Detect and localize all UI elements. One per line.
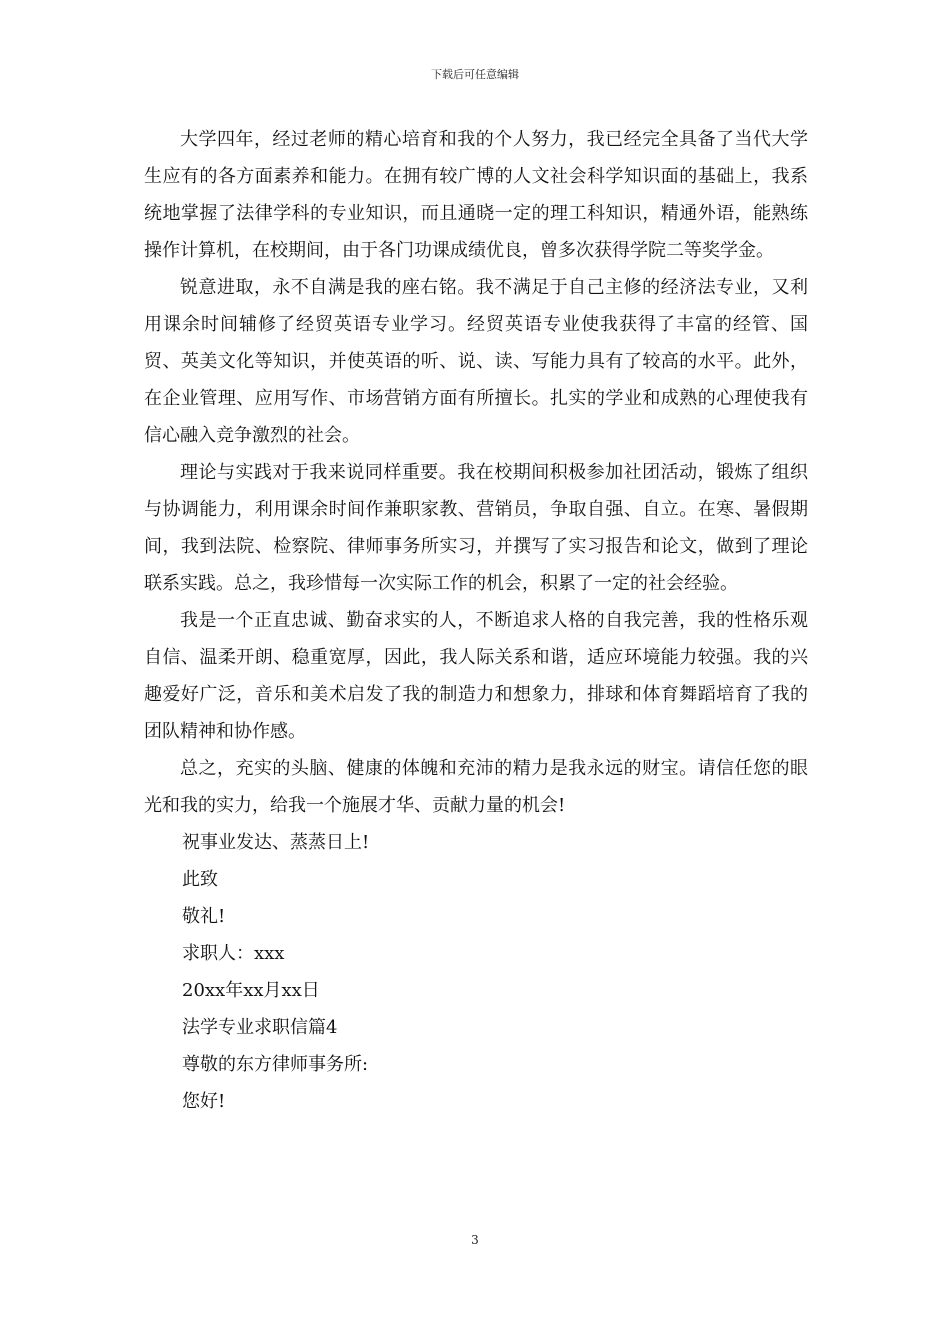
closing-salutation-1: 此致 bbox=[182, 869, 218, 890]
paragraph-practice: 理论与实践对于我来说同样重要。我在校期间积极参加社团活动，锻炼了组织与协调能力，利用课余时间作兼职家教、营销员，争取自强、自立。在寒、暑假期间，我到法院、检察院、律师事务所实习，并撰写了实习报告和论文，做到了理论联系实践。总之，我珍惜每一次实际工作的机会，积累了一定的社会经验。 bbox=[144, 462, 808, 594]
paragraph-personality: 我是一个正直忠诚、勤奋求实的人，不断追求人格的自我完善，我的性格乐观自信、温柔开朗、稳重宽厚，因此，我人际关系和谐，适应环境能力较强。我的兴趣爱好广泛，音乐和美术启发了我的制造力和想象力，排球和体育舞蹈培育了我的团队精神和协作感。 bbox=[144, 610, 808, 742]
page-number: 3 bbox=[471, 1233, 479, 1247]
paragraph-education: 大学四年，经过老师的精心培育和我的个人努力，我已经完全具备了当代大学生应有的各方面素养和能力。在拥有较广博的人文社会科学知识面的基础上，我系统地掌握了法律学科的专业知识，而且通晓一定的理工科知识，精通外语，能熟练操作计算机，在校期间，由于各门功课成绩优良，曾多次获得学院二等奖学金。 bbox=[144, 129, 808, 261]
next-letter-title: 法学专业求职信篇4 bbox=[182, 1017, 338, 1038]
letter-body bbox=[144, 121, 808, 1120]
next-letter-greeting: 您好! bbox=[182, 1091, 226, 1112]
paragraph-motto: 锐意进取，永不自满是我的座右铭。我不满足于自己主修的经济法专业，又利用课余时间辅修了经贸英语专业学习。经贸英语专业使我获得了丰富的经管、国贸、英美文化等知识，并使英语的听、说、读、写能力具有了较高的水平。此外，在企业管理、应用写作、市场营销方面有所擅长。扎实的学业和成熟的心理使我有信心融入竞争激烈的社会。 bbox=[144, 277, 808, 446]
page-header: 下载后可任意编辑 bbox=[431, 68, 519, 81]
paragraph-conclusion: 总之，充实的头脑、健康的体魄和充沛的精力是我永远的财宝。请信任您的眼光和我的实力，给我一个施展才华、贡献力量的机会! bbox=[144, 758, 808, 816]
letter-date: 20xx年xx月xx日 bbox=[182, 980, 320, 1001]
applicant-signature: 求职人：xxx bbox=[182, 943, 285, 964]
closing-wish: 祝事业发达、蒸蒸日上! bbox=[182, 832, 370, 853]
closing-salutation-2: 敬礼! bbox=[182, 906, 226, 927]
next-letter-recipient: 尊敬的东方律师事务所: bbox=[182, 1054, 369, 1075]
